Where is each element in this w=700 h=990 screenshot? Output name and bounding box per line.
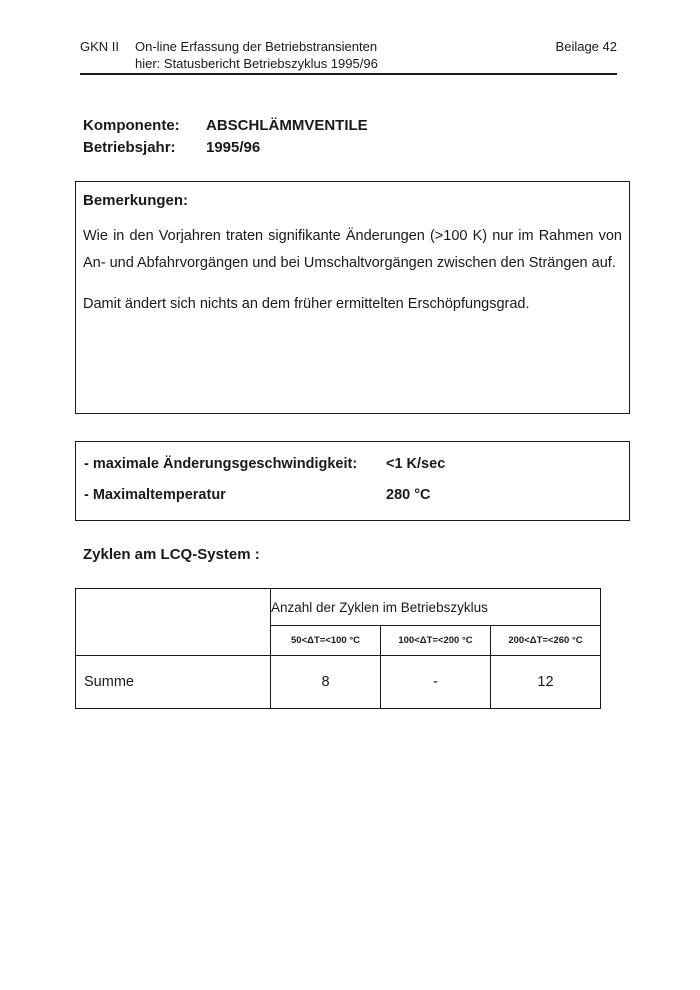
parameter-value: 280 °C [386, 487, 431, 503]
betriebsjahr-value: 1995/96 [206, 139, 261, 156]
cycles-table [75, 588, 601, 709]
remarks-title: Bemerkungen: [83, 192, 189, 209]
table-cell-value: - [381, 656, 491, 709]
doc-code: GKN II [80, 39, 120, 54]
cycles-heading: Zyklen am LCQ-System : [83, 546, 260, 563]
betriebsjahr-label: Betriebsjahr: [83, 139, 176, 156]
parameter-label: - maximale Änderungsgeschwindigkeit: [84, 456, 358, 472]
parameter-value: <1 K/sec [386, 456, 446, 472]
header-title-line1: On-line Erfassung der Betriebstransienten [135, 39, 378, 54]
page-header [80, 38, 617, 72]
table-group-header: Anzahl der Zyklen im Betriebszyklus [271, 589, 601, 626]
parameter-row [84, 484, 621, 506]
table-row-label: Summe [76, 656, 271, 709]
komponente-value: ABSCHLÄMMVENTILE [206, 117, 368, 134]
remarks-paragraph-1: Wie in den Vorjahren traten signifikante Änderungen (>100 K) nur im Rahmen von An- und Abfahrvorgängen und bei Umschaltvorgängen zwischen den Strängen auf. [83, 228, 622, 271]
table-col-header: 100<ΔT=<200 °C [381, 626, 491, 656]
table-col-header: 200<ΔT=<260 °C [491, 626, 601, 656]
table-group-header-row [76, 589, 601, 626]
remarks-paragraph-2: Damit ändert sich nichts an dem früher ermittelten Erschöpfungsgrad. [83, 296, 530, 312]
parameters-box [75, 441, 630, 521]
remarks-box [75, 181, 630, 414]
attachment-label: Beilage 42 [555, 39, 617, 54]
komponente-row [83, 115, 368, 137]
header-left [80, 38, 378, 72]
table-cell-value: 8 [271, 656, 381, 709]
header-title-line2: hier: Statusbericht Betriebszyklus 1995/96 [135, 56, 378, 71]
betriebsjahr-row [83, 137, 368, 159]
header-titles [135, 38, 378, 72]
table-cell-value: 12 [491, 656, 601, 709]
parameter-label: - Maximaltemperatur [84, 487, 226, 503]
header-rule [80, 73, 617, 75]
table-row [76, 656, 601, 709]
table-col-header: 50<ΔT=<100 °C [291, 635, 360, 646]
parameter-row [84, 453, 621, 475]
component-block [83, 115, 368, 159]
komponente-label: Komponente: [83, 117, 180, 134]
table-corner-cell [76, 589, 271, 656]
